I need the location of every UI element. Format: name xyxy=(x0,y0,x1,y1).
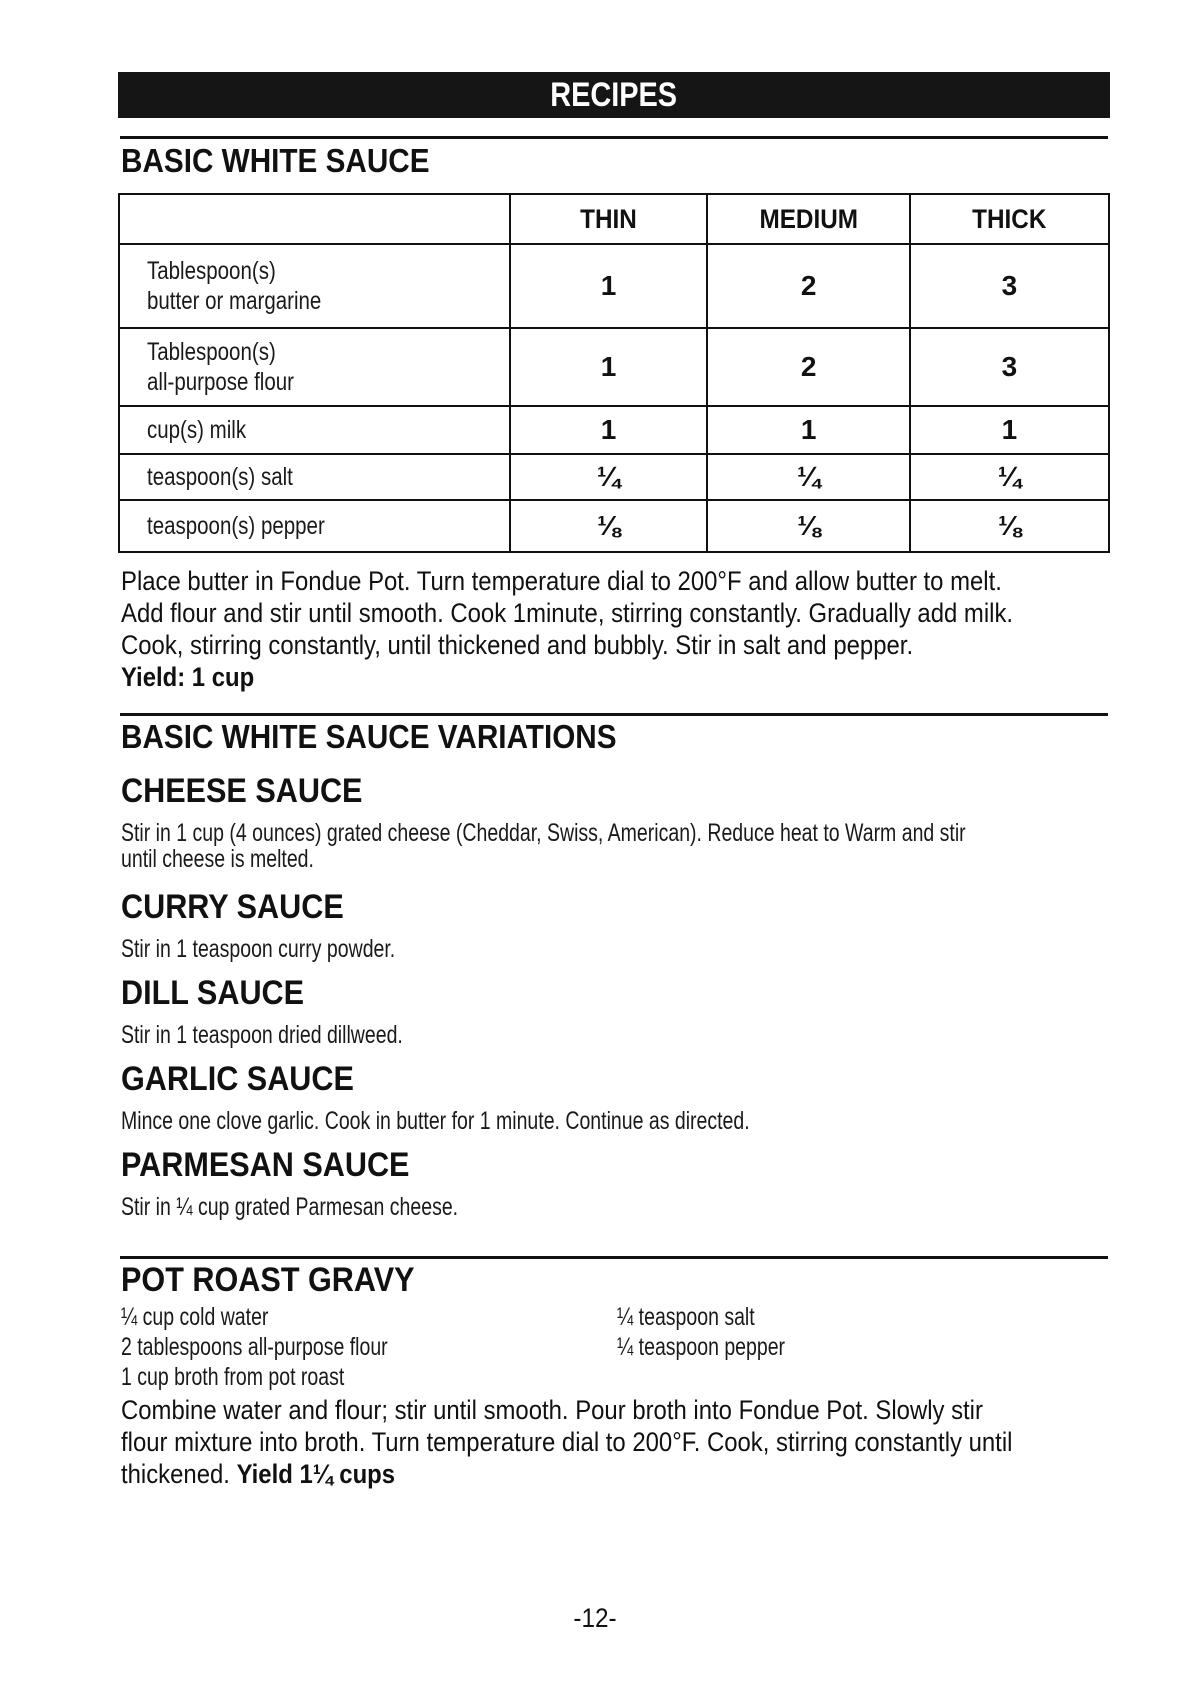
gravy-directions: Combine water and flour; stir until smooth. Pour broth into Fondue Pot. Slowly stir flour mixture into broth. Turn temperature dial to 200°F. Cook, stirring constantly until thickened. Yield 1¼ cups xyxy=(121,1395,1013,1489)
cell-thick: 1 xyxy=(910,406,1109,454)
cell-thick: 3 xyxy=(910,244,1109,328)
cell-thin: ⅛ xyxy=(510,500,708,552)
gravy-title: POT ROAST GRAVY xyxy=(121,1261,415,1299)
row-label: Tablespoon(s) butter or margarine xyxy=(119,244,510,328)
cell-thick: ⅛ xyxy=(910,500,1109,552)
banner-title: RECIPES xyxy=(550,76,678,114)
curry-sauce-title: CURRY SAUCE xyxy=(121,888,344,926)
cell-thick: 3 xyxy=(910,328,1109,406)
recipes-banner xyxy=(118,72,1110,118)
cell-medium: 2 xyxy=(707,328,909,406)
row-label: Tablespoon(s) all-purpose flour xyxy=(119,328,510,406)
cell-medium: ⅛ xyxy=(707,500,909,552)
dill-sauce-text: Stir in 1 teaspoon dried dillweed. xyxy=(121,1021,403,1049)
white-sauce-table xyxy=(118,193,1110,553)
garlic-sauce-text: Mince one clove garlic. Cook in butter for 1 minute. Continue as directed. xyxy=(121,1107,750,1135)
section-rule xyxy=(120,1256,1108,1259)
table-header-medium: MEDIUM xyxy=(707,194,909,244)
garlic-sauce-title: GARLIC SAUCE xyxy=(121,1060,354,1098)
section-rule xyxy=(120,136,1108,139)
table-header-empty xyxy=(119,194,510,244)
row-label: teaspoon(s) pepper xyxy=(119,500,510,552)
gravy-ingredients-right: ¼ teaspoon salt ¼ teaspoon pepper xyxy=(617,1303,786,1361)
section-rule xyxy=(120,713,1108,716)
gravy-ingredients-left: ¼ cup cold water 2 tablespoons all-purpose flour 1 cup broth from pot roast xyxy=(121,1303,388,1391)
cell-thick: ¼ xyxy=(910,454,1109,500)
table-header-thick: THICK xyxy=(910,194,1109,244)
curry-sauce-text: Stir in 1 teaspoon curry powder. xyxy=(121,935,396,963)
cell-medium: 2 xyxy=(707,244,909,328)
cell-thin: ¼ xyxy=(510,454,708,500)
table-row xyxy=(119,328,1109,406)
white-sauce-title: BASIC WHITE SAUCE xyxy=(121,142,430,179)
row-label: teaspoon(s) salt xyxy=(119,454,510,500)
table-header-row xyxy=(119,194,1109,244)
white-sauce-yield: Yield: 1 cup xyxy=(121,662,255,692)
table-row xyxy=(119,244,1109,328)
row-label: cup(s) milk xyxy=(119,406,510,454)
parmesan-sauce-title: PARMESAN SAUCE xyxy=(121,1146,410,1184)
table-header-thin: THIN xyxy=(510,194,708,244)
variations-title: BASIC WHITE SAUCE VARIATIONS xyxy=(121,718,617,755)
page-number: -12- xyxy=(573,1603,618,1633)
white-sauce-directions: Place butter in Fondue Pot. Turn temperature dial to 200°F and allow butter to melt. Add flour and stir until smooth. Cook 1minute, stirring constantly. Gradually add milk. Cook, stirring constantly, until thickened and bubbly. Stir in salt and pepper. Yield: 1 cup xyxy=(121,566,1014,692)
cheese-sauce-text: Stir in 1 cup (4 ounces) grated cheese (Cheddar, Swiss, American). Reduce heat to Warm and stir until cheese is melted. xyxy=(121,819,966,873)
cell-thin: 1 xyxy=(510,328,708,406)
cell-medium: 1 xyxy=(707,406,909,454)
cell-medium: ¼ xyxy=(707,454,909,500)
table-row xyxy=(119,406,1109,454)
table-row xyxy=(119,500,1109,552)
cell-thin: 1 xyxy=(510,406,708,454)
dill-sauce-title: DILL SAUCE xyxy=(121,974,305,1012)
gravy-yield: Yield 1¼ cups xyxy=(236,1459,396,1489)
cell-thin: 1 xyxy=(510,244,708,328)
parmesan-sauce-text: Stir in ¼ cup grated Parmesan cheese. xyxy=(121,1193,459,1221)
cheese-sauce-title: CHEESE SAUCE xyxy=(121,772,363,810)
table-row xyxy=(119,454,1109,500)
